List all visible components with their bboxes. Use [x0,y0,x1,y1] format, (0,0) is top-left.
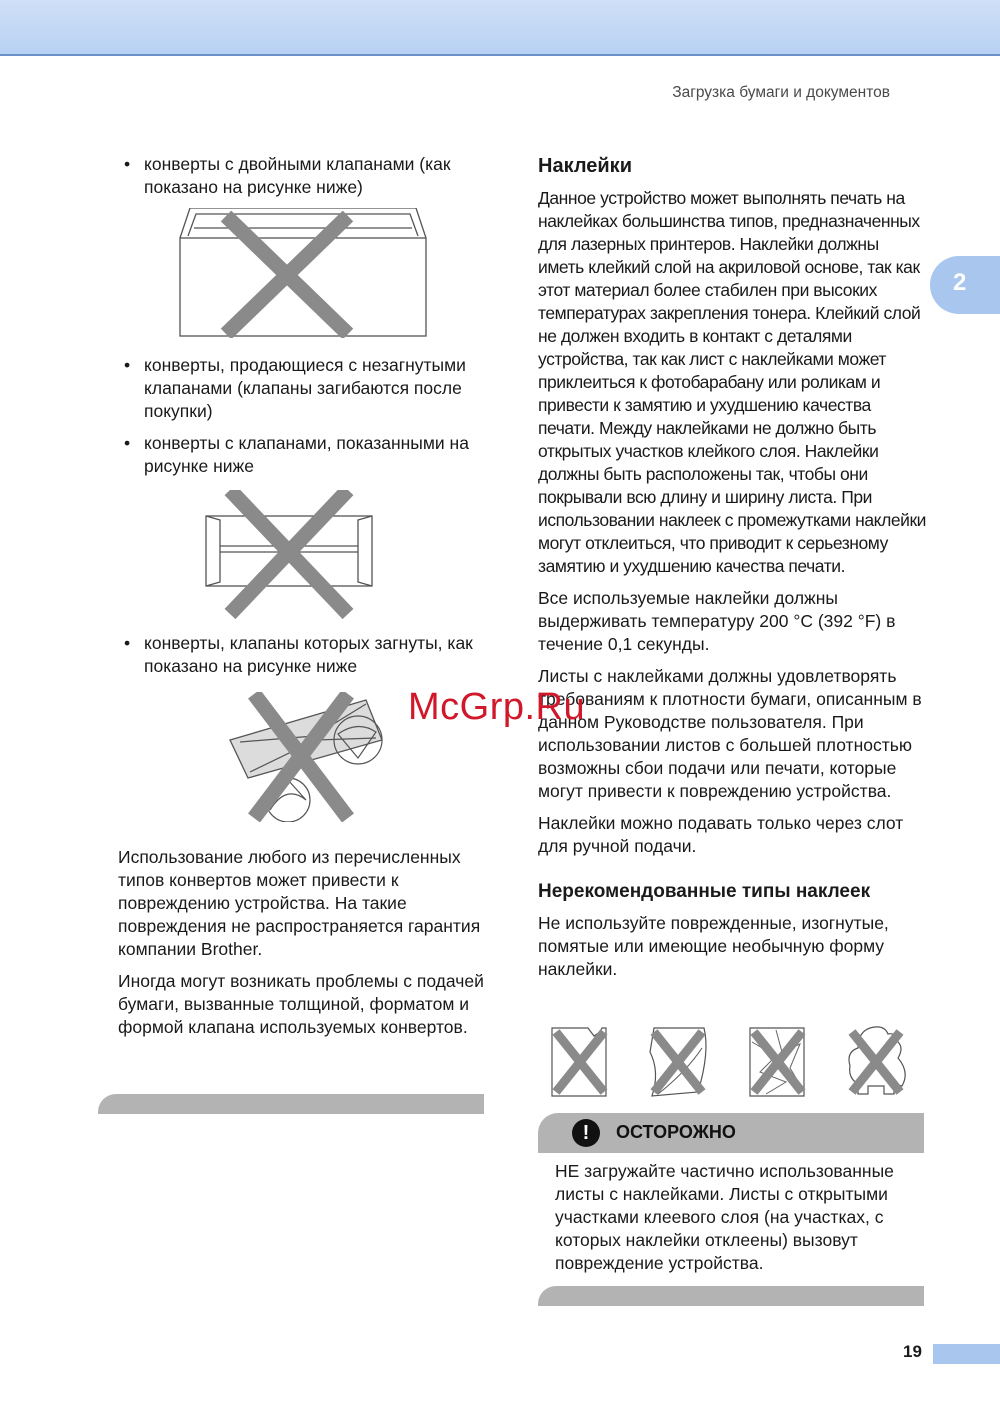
bullet-dot: • [124,633,131,653]
envelope-double-flap-figure [178,208,428,338]
bullet-dot: • [124,433,131,453]
bullet-item [118,153,488,199]
label-curled-figure [646,1022,716,1100]
envelope-folded-flap-figure [226,692,416,822]
label-torn-figure [548,1022,618,1100]
chapter-number: 2 [953,269,967,296]
labels-heading: Наклейки [538,155,632,177]
envelope-side-flaps-figure [204,490,374,620]
bullet-text: конверты, продающиеся с незагнутыми клапанами (клапаны загибаются после покупки) [144,355,466,421]
labels-temperature-paragraph: Все используемые наклейки должны выдерживать температуру 200 °C (392 °F) в течение 0,1 секунды. [538,588,896,654]
right-column [538,153,928,990]
label-odd-shape-figure [844,1022,914,1100]
bullet-text: конверты с двойными клапанами (как показано на рисунке ниже) [144,154,451,197]
section-end-bar [98,1094,484,1114]
unrecommended-labels-paragraph: Не используйте поврежденные, изогнутые, помятые или имеющие необычную форму наклейки. [538,913,889,979]
exclamation-icon: ! [572,1119,600,1147]
bullet-dot: • [124,355,131,375]
page-number: 19 [903,1342,922,1361]
caution-header [538,1113,924,1153]
bullet-item [118,432,488,478]
unrecommended-labels-heading: Нерекомендованные типы наклеек [538,881,871,902]
caution-end-bar [538,1286,924,1306]
caution-text: НЕ загружайте частично использованные листы с наклейками. Листы с открытыми участками клеевого слоя (на участках, с которых наклейки отклеены) вызовут повреждение устройства. [555,1161,894,1273]
label-crumpled-figure [746,1022,816,1100]
unrecommended-labels-figures [538,1022,928,1102]
labels-manual-feed-paragraph: Наклейки можно подавать только через слот для ручной подачи. [538,813,904,856]
bullet-dot: • [124,154,131,174]
labels-paragraph: Данное устройство может выполнять печать на наклейках большинства типов, предназначенных для лазерных принтеров. Наклейки должны иметь клейкий слой на акриловой основе, так как этот материал более стабилен при высоких температурах закрепления тонера. Клейкий слой не должен входить в контакт с деталями устройства, так как лист с наклейками может приклеиться к фотобарабану или роликам и привести к замятию и ухудшению качества печати. Между наклейками не должно быть открытых участков клейкого слоя. Наклейки должны быть расположены так, чтобы они покрывали всю длину и ширину листа. При использовании наклеек с промежутками наклейки могут отклеиться, что приводит к серьезному замятию и ухудшению качества печати. [538,188,926,576]
bullet-text: конверты с клапанами, показанными на рисунке ниже [144,433,469,476]
envelope-problems-paragraph: Иногда могут возникать проблемы с подачей бумаги, вызванные толщиной, форматом и формой клапана используемых конвертов. [118,971,484,1037]
left-column [118,153,488,1048]
chapter-tab [930,256,1000,314]
top-banner [0,0,1000,56]
page-number-bar [933,1344,1000,1364]
caution-title: ОСТОРОЖНО [616,1122,736,1142]
bullet-item [118,632,488,678]
labels-density-paragraph: Листы с наклейками должны удовлетворять требованиям к плотности бумаги, описанным в данном Руководстве пользователя. При использовании листов с большей плотностью возможны сбои подачи или печати, которые могут привести к повреждению устройства. [538,666,922,801]
envelope-warning-paragraph: Использование любого из перечисленных типов конвертов может привести к повреждению устройства. На такие повреждения не распространяется гарантия компании Brother. [118,847,481,959]
watermark: McGrp.Ru [408,686,586,728]
section-title: Загрузка бумаги и документов [672,84,890,101]
bullet-item [118,354,488,423]
bullet-text: конверты, клапаны которых загнуты, как показано на рисунке ниже [144,633,473,676]
